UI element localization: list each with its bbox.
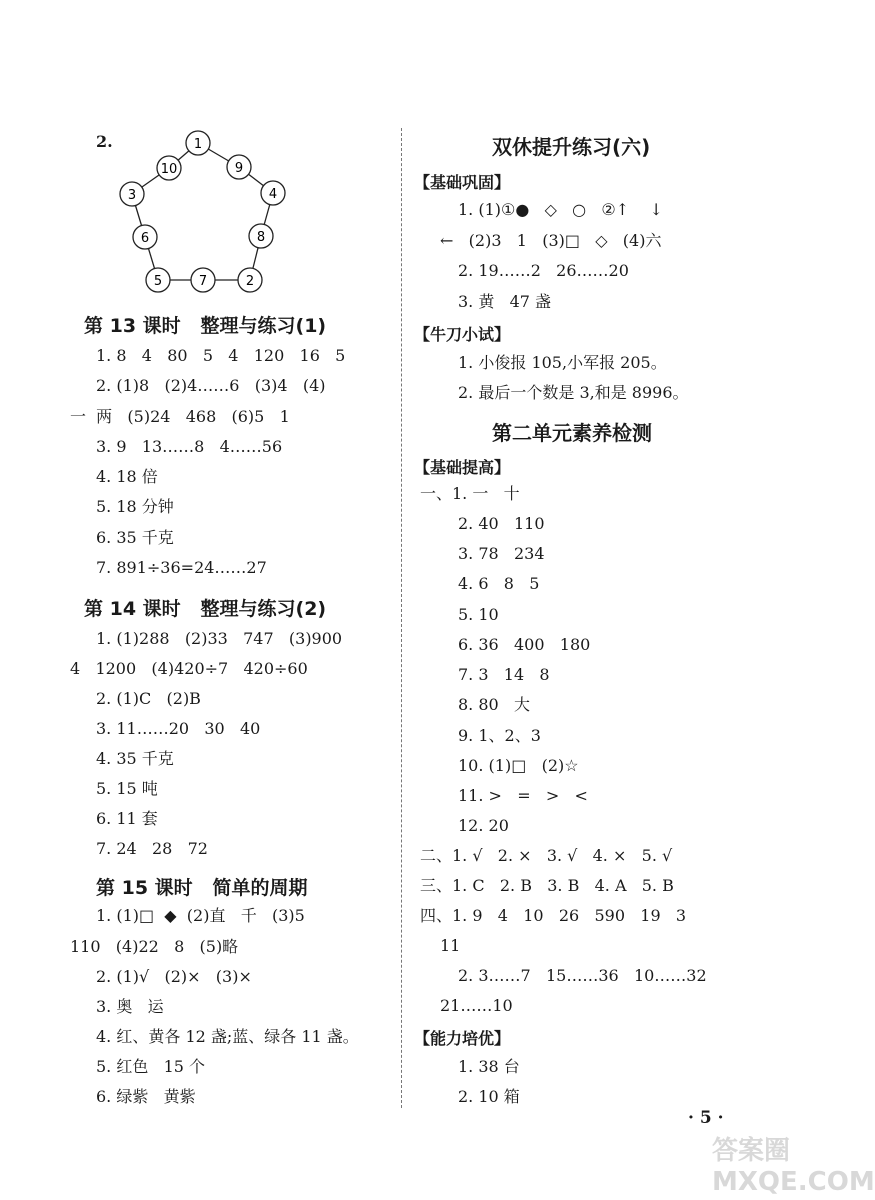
answer-line: 9. 1、2、3: [458, 726, 541, 745]
lesson-13-title: 第 13 课时 整理与练习(1): [84, 315, 327, 337]
answer-line: 1. (1)288 (2)33 747 (3)900: [96, 629, 343, 648]
column-divider: [401, 128, 402, 1108]
answer-line: 8. 80 大: [458, 695, 530, 714]
answer-line: 6. 11 套: [96, 809, 158, 828]
answer-line: 1. 小俊报 105,小军报 205。: [458, 353, 667, 372]
answer-line: 21……10: [440, 996, 513, 1015]
cycle-node: [157, 156, 181, 180]
svg-text:5: 5: [153, 274, 163, 289]
answer-line: 7. 3 14 8: [458, 665, 550, 684]
answer-line: 11: [440, 936, 461, 955]
answer-line: 3. 11……20 30 40: [96, 719, 261, 738]
answer-line: 4. 红、黄各 12 盏;蓝、绿各 11 盏。: [96, 1027, 359, 1046]
answer-line: 2. (1)√ (2)× (3)×: [96, 967, 252, 986]
answer-line: 2. (1)8 (2)4……6 (3)4 (4): [96, 376, 326, 395]
cycle-node: [186, 131, 210, 155]
answer-line: 一 两 (5)24 468 (6)5 1: [70, 407, 290, 426]
answer-line: ← (2)3 1 (3)□ ◇ (4)六: [440, 231, 662, 250]
answer-line: 4. 18 倍: [96, 467, 158, 486]
number-cycle-diagram: [114, 126, 304, 296]
watermark-logo: 答案圈 MXQE.COM: [712, 1136, 875, 1197]
answer-line: 6. 36 400 180: [458, 635, 591, 654]
section-bracket-label: 【能力培优】: [414, 1029, 511, 1048]
answer-line: 2. 19……2 26……20: [458, 261, 629, 280]
answer-line: 5. 15 吨: [96, 779, 158, 798]
lesson-15-title: 第 15 课时 简单的周期: [96, 877, 308, 899]
answer-line: 3. 黄 47 盏: [458, 292, 552, 311]
answer-line: 2. 10 箱: [458, 1087, 520, 1106]
svg-text:4: 4: [268, 187, 278, 202]
answer-line: 3. 奥 运: [96, 997, 164, 1016]
cycle-node: [133, 225, 157, 249]
svg-text:2: 2: [245, 274, 255, 289]
answer-line: 2. 3……7 15……36 10……32: [458, 966, 707, 985]
svg-text:7: 7: [198, 274, 208, 289]
answer-line: 7. 891÷36=24……27: [96, 558, 267, 577]
answer-line: 110 (4)22 8 (5)略: [70, 937, 239, 956]
cycle-node: [191, 268, 215, 292]
cycle-node: [146, 268, 170, 292]
answer-line: 3. 78 234: [458, 544, 545, 563]
cycle-node: [249, 224, 273, 248]
answer-line: 3. 9 13……8 4……56: [96, 437, 283, 456]
lesson-14-title: 第 14 课时 整理与练习(2): [84, 598, 327, 620]
answer-line: 11. > = > <: [458, 786, 588, 805]
answer-line: 2. 40 110: [458, 514, 545, 533]
answer-line: 2. (1)C (2)B: [96, 689, 201, 708]
left-column: [70, 0, 394, 1200]
answer-line: 1. 38 台: [458, 1057, 520, 1076]
cycle-node: [261, 181, 285, 205]
answer-line: 5. 红色 15 个: [96, 1057, 206, 1076]
answer-line: 一、1. 一 十: [420, 484, 520, 503]
answer-line: 三、1. C 2. B 3. B 4. A 5. B: [420, 876, 674, 895]
answer-line: 4. 6 8 5: [458, 574, 540, 593]
svg-text:6: 6: [140, 231, 150, 246]
svg-text:8: 8: [256, 230, 266, 245]
section-bracket-label: 【基础巩固】: [414, 173, 511, 192]
weekend-practice-title: 双休提升练习(六): [492, 135, 651, 159]
right-column: [414, 0, 784, 1200]
question-2-label: 2.: [96, 132, 113, 151]
answer-line: 2. 最后一个数是 3,和是 8996。: [458, 383, 689, 402]
unit-test-title: 第二单元素养检测: [492, 421, 652, 445]
svg-text:10: 10: [160, 162, 178, 177]
section-bracket-label: 【牛刀小试】: [414, 325, 511, 344]
cycle-node: [238, 268, 262, 292]
answer-line: 二、1. √ 2. × 3. √ 4. × 5. √: [420, 846, 673, 865]
answer-line: 12. 20: [458, 816, 509, 835]
answer-line: 5. 10: [458, 605, 499, 624]
cycle-node: [227, 155, 251, 179]
answer-line: 4. 35 千克: [96, 749, 174, 768]
svg-text:3: 3: [127, 188, 137, 203]
svg-text:1: 1: [193, 137, 203, 152]
answer-line: 5. 18 分钟: [96, 497, 174, 516]
page-number: · 5 ·: [688, 1108, 724, 1128]
answer-line: 1. (1)①● ◇ ○ ②↑ ↓: [458, 200, 663, 219]
answer-line: 四、1. 9 4 10 26 590 19 3: [420, 906, 687, 925]
answer-line: 7. 24 28 72: [96, 839, 208, 858]
svg-text:9: 9: [234, 161, 244, 176]
cycle-node: [120, 182, 144, 206]
answer-line: 4 1200 (4)420÷7 420÷60: [70, 659, 308, 678]
answer-line: 6. 35 千克: [96, 528, 174, 547]
answer-line: 1. 8 4 80 5 4 120 16 5: [96, 346, 346, 365]
answer-line: 1. (1)□ ◆ (2)直 千 (3)5: [96, 906, 305, 925]
answer-line: 6. 绿紫 黄紫: [96, 1087, 196, 1106]
section-bracket-label: 【基础提高】: [414, 458, 511, 477]
answer-line: 10. (1)□ (2)☆: [458, 756, 579, 775]
